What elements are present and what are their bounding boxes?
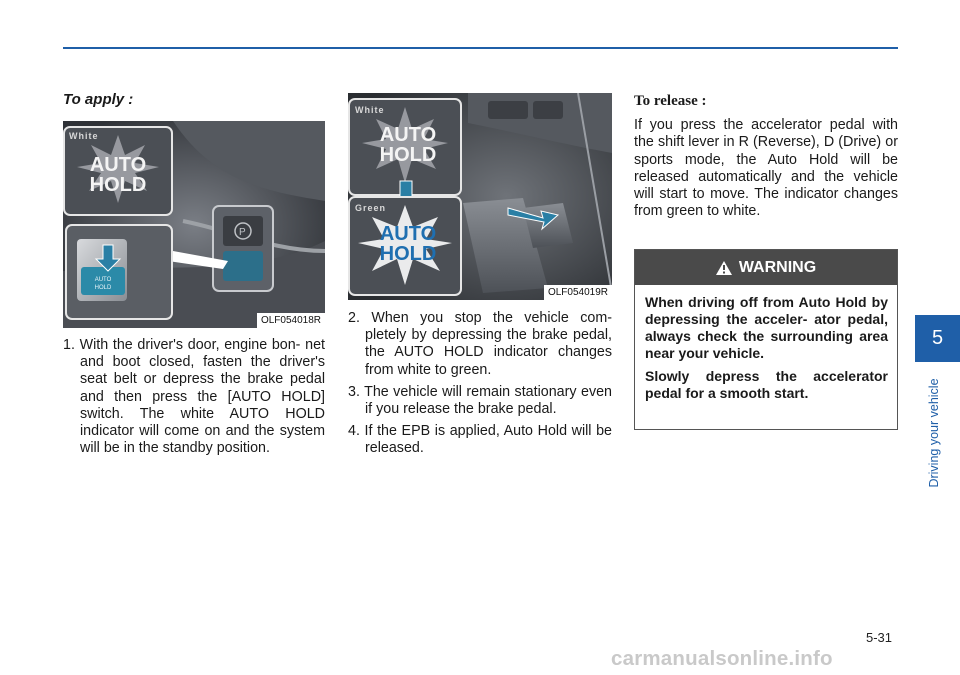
top-indicator-hold: HOLD: [379, 144, 437, 166]
figure-auto-hold-switch: [63, 121, 325, 328]
apply-steps-list: [63, 337, 325, 462]
warning-paragraph-1: When driving off from Auto Hold by depressing the acceler- ator pedal, always check the surrounding area near your vehicle.: [645, 294, 888, 361]
release-paragraph: If you press the accelerator pedal with the shift lever in R (Reverse), D (Drive) or sports mode, the Auto Hold will be released automatically and the vehicle will start to move. The indicator changes from green to white.: [634, 117, 898, 220]
warning-header: [635, 250, 897, 285]
figure-auto-hold-indicator: [348, 93, 612, 300]
auto-hold-indicator-illustration: [348, 93, 612, 300]
top-indicator-auto: AUTO: [379, 124, 437, 146]
indicator-text-hold: HOLD: [89, 174, 147, 196]
figure-code: OLF054019R: [544, 285, 612, 300]
indicator-color-label: White: [69, 131, 99, 141]
bottom-indicator-hold: HOLD: [379, 243, 437, 265]
apply-heading: To apply :: [63, 91, 134, 108]
warning-body: [635, 285, 897, 402]
release-heading: To release :: [634, 93, 707, 109]
page-number: 5-31: [866, 630, 893, 645]
switch-label-auto: AUTO: [94, 277, 112, 283]
top-color-label: White: [355, 105, 385, 115]
switch-label-hold: HOLD: [94, 285, 112, 291]
step-4: 4. If the EPB is applied, Auto Hold will be released.: [348, 423, 612, 457]
step-3: 3. The vehicle will remain stationary even if you release the brake pedal.: [348, 383, 612, 418]
header-rule: [63, 47, 898, 49]
warning-title: WARNING: [738, 258, 817, 276]
chapter-number-tab: 5: [915, 315, 960, 362]
figure-code: OLF054018R: [257, 313, 325, 328]
stop-steps-list: [348, 310, 612, 463]
step-2: 2. When you stop the vehicle com- pletely by depressing the brake pedal, the AUTO HOLD indicator changes from white to green.: [348, 310, 612, 378]
bottom-indicator-auto: AUTO: [379, 223, 437, 245]
warning-paragraph-2: Slowly depress the accelerator pedal for a smooth start.: [645, 368, 888, 401]
chapter-title: [922, 365, 946, 500]
auto-hold-switch-illustration: [63, 121, 325, 328]
warning-box: [634, 249, 898, 430]
chapter-title-text: Driving your vehicle: [927, 377, 941, 488]
bottom-color-label: Green: [355, 203, 387, 213]
svg-text:P: P: [239, 227, 246, 238]
step-1: 1. With the driver's door, engine bon- net and boot closed, fasten the driver's seat belt or depress the brake pedal and then press the [AUTO HOLD] switch. The white AUTO HOLD indicator will come on and the system will be in the standby position.: [63, 337, 325, 457]
warning-triangle-icon: [716, 261, 732, 275]
indicator-text-auto: AUTO: [89, 154, 147, 176]
watermark: carmanualsonline.info: [611, 647, 833, 670]
